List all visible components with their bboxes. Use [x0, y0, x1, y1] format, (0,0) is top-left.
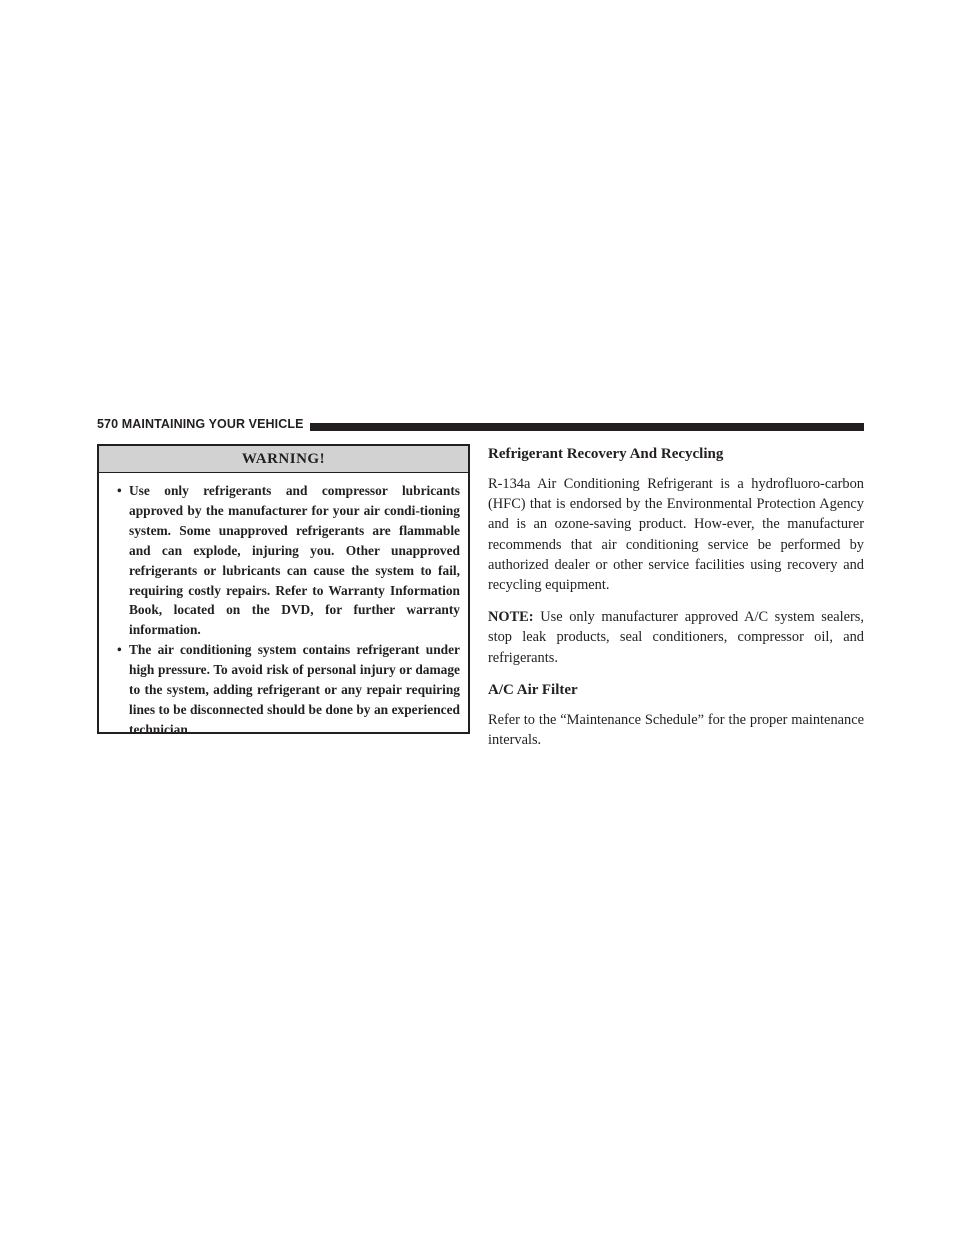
- warning-title: WARNING!: [99, 446, 468, 473]
- note-text: Use only manufacturer approved A/C system sealers, stop leak products, seal conditioners, compressor oil, and refrigerants.: [488, 609, 864, 666]
- header-rule: [297, 423, 864, 431]
- bullet-icon: •: [117, 483, 122, 498]
- warning-list: [99, 473, 468, 740]
- right-column: [488, 444, 864, 750]
- page-number-section-title: 570 MAINTAINING YOUR VEHICLE: [97, 417, 310, 431]
- warning-item-text: Use only refrigerants and compressor lubricants approved by the manufacturer for your air condi-tioning system. Some unapproved refrigerants are flammable and can explode, injuring you. Other unapproved refrigerants or lubricants can cause the system to fail, requiring costly repairs. Refer to Warranty Information Book, located on the DVD, for further warranty information.: [129, 483, 460, 638]
- warning-item-text: The air conditioning system contains refrigerant under high pressure. To avoid risk of personal injury or damage to the system, adding refrigerant or any repair requiring lines to be disconnected should be done by an experienced technician.: [129, 642, 460, 737]
- warning-item: [117, 640, 460, 740]
- filter-heading: A/C Air Filter: [488, 681, 578, 698]
- warning-item: [117, 481, 460, 640]
- page-header: [97, 419, 864, 433]
- note-label: NOTE:: [488, 609, 534, 626]
- note-paragraph: [488, 607, 864, 668]
- warning-box: [97, 444, 470, 737]
- bullet-icon: •: [117, 642, 122, 658]
- refrigerant-paragraph: R-134a Air Conditioning Refrigerant is a hydrofluoro-carbon (HFC) that is endorsed by the Environmental Protection Agency and is an ozone-saving product. How-ever, the manufacturer recommends that air conditioning service be performed by authorized dealer or other service facilities using recovery and recycling equipment.: [488, 476, 864, 594]
- filter-paragraph: Refer to the “Maintenance Schedule” for the proper maintenance intervals.: [488, 711, 864, 749]
- refrigerant-heading: Refrigerant Recovery And Recycling: [488, 446, 724, 462]
